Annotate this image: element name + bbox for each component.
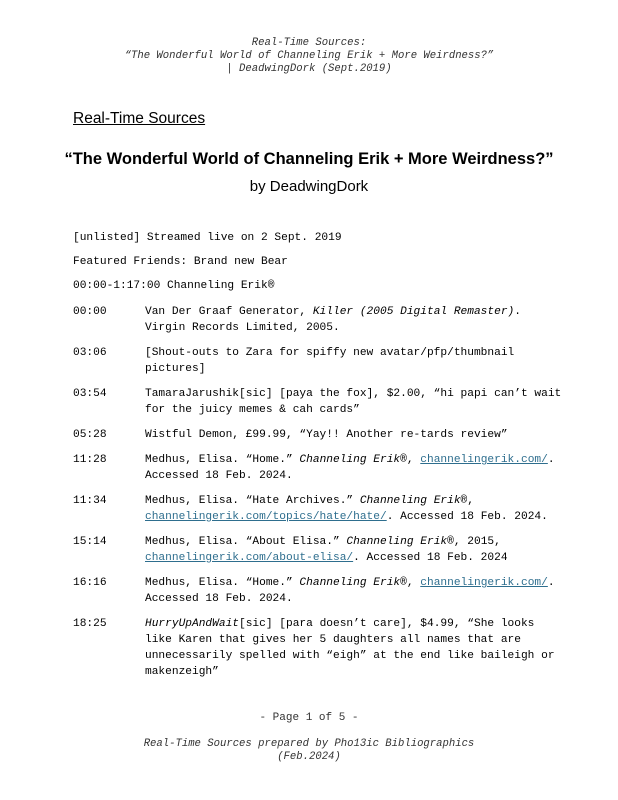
source-link[interactable]: channelingerik.com/ xyxy=(420,577,548,589)
entry-row xyxy=(73,493,573,525)
entry-text-segment: . Accessed 18 Feb. 2024 xyxy=(353,552,508,564)
source-link[interactable]: channelingerik.com/about-elisa/ xyxy=(145,552,354,564)
running-header xyxy=(0,37,618,76)
source-entries xyxy=(73,304,573,689)
entry-timestamp: 00:00 xyxy=(73,306,107,318)
entry-text xyxy=(145,452,565,484)
italic-title: Channeling Erik® xyxy=(299,577,407,589)
entry-timestamp: 11:34 xyxy=(73,495,107,507)
featured-friends: Featured Friends: Brand new Bear xyxy=(73,256,288,268)
header-line-3: | DeadwingDork (Sept.2019) xyxy=(226,63,392,75)
entry-text-segment: Wistful Demon, £99.99, “Yay!! Another re-tards review” xyxy=(145,429,508,441)
entry-text xyxy=(145,493,565,525)
footer-credit xyxy=(0,738,618,764)
entry-timestamp: 15:14 xyxy=(73,536,107,548)
italic-title: Channeling Erik® xyxy=(299,454,407,466)
entry-text-segment: , xyxy=(406,454,421,466)
entry-text xyxy=(145,386,565,418)
entry-text xyxy=(145,534,565,566)
entry-row xyxy=(73,304,573,336)
document-title: “The Wonderful World of Channeling Erik + More Weirdness?” xyxy=(64,150,554,168)
header-line-1: Real-Time Sources: xyxy=(251,37,367,49)
entry-text-segment: Medhus, Elisa. “Hate Archives.” xyxy=(145,495,360,507)
entry-text-segment: [Shout-outs to Zara for spiffy new avatar/pfp/thumbnail pictures] xyxy=(145,347,515,375)
entry-timestamp: 18:25 xyxy=(73,618,107,630)
entry-timestamp: 03:54 xyxy=(73,388,107,400)
entry-text-segment: Medhus, Elisa. “About Elisa.” xyxy=(145,536,347,548)
entry-text-segment: Van Der Graaf Generator, xyxy=(145,306,313,318)
section-title: Real-Time Sources xyxy=(73,110,206,127)
italic-title: HurryUpAndWait xyxy=(145,618,239,630)
entry-text-segment: , xyxy=(406,577,421,589)
credit-line-1: Real-Time Sources prepared by Pho13ic Bibliographics xyxy=(143,738,475,750)
entry-text-segment: TamaraJarushik[sic] [paya the fox], $2.00, “hi papi can’t wait for the juicy memes & cah cards” xyxy=(145,388,562,416)
entry-text-segment: . Virgin Records Limited, 2005. xyxy=(145,306,521,334)
italic-title: Killer (2005 Digital Remaster) xyxy=(312,306,515,318)
entry-text xyxy=(145,616,565,680)
entry-text-segment: , xyxy=(467,495,474,507)
stream-info: [unlisted] Streamed live on 2 Sept. 2019 xyxy=(73,232,342,244)
entry-text xyxy=(145,427,565,443)
entry-row xyxy=(73,616,573,680)
italic-title: Channeling Erik® xyxy=(359,495,468,507)
time-range: 00:00-1:17:00 Channeling Erik® xyxy=(73,280,275,292)
entry-timestamp: 16:16 xyxy=(73,577,107,589)
entry-row xyxy=(73,575,573,607)
entry-text-segment: Medhus, Elisa. “Home.” xyxy=(145,454,300,466)
entry-text xyxy=(145,575,565,607)
entry-timestamp: 05:28 xyxy=(73,429,107,441)
italic-title: Channeling Erik® xyxy=(346,536,454,548)
entry-text-segment: . Accessed 18 Feb. 2024. xyxy=(145,577,555,605)
entry-text-segment: . Accessed 18 Feb. 2024. xyxy=(386,511,548,523)
entry-row xyxy=(73,386,573,418)
entry-text-segment: . Accessed 18 Feb. 2024. xyxy=(145,454,555,482)
entry-text-segment: , 2015, xyxy=(453,536,501,548)
entry-text-segment: Medhus, Elisa. “Home.” xyxy=(145,577,300,589)
credit-line-2: (Feb.2024) xyxy=(277,751,341,763)
header-line-2: “The Wonderful World of Channeling Erik + More Weirdness?” xyxy=(124,50,494,62)
entry-text-segment: [sic] [para doesn’t care], $4.99, “She looks like Karen that gives her 5 daughters all names that are unnecessarily spelled with “eigh” at the end like baileigh or makenzeigh” xyxy=(145,618,555,678)
byline: by DeadwingDork xyxy=(249,178,369,195)
source-link[interactable]: channelingerik.com/topics/hate/hate/ xyxy=(145,511,387,523)
entry-row xyxy=(73,534,573,566)
entry-row xyxy=(73,427,573,443)
entry-row xyxy=(73,452,573,484)
page-number: - Page 1 of 5 - xyxy=(259,712,359,724)
entry-text xyxy=(145,345,565,377)
source-link[interactable]: channelingerik.com/ xyxy=(420,454,548,466)
entry-row xyxy=(73,345,573,377)
entry-text xyxy=(145,304,565,336)
entry-timestamp: 11:28 xyxy=(73,454,107,466)
entry-timestamp: 03:06 xyxy=(73,347,107,359)
